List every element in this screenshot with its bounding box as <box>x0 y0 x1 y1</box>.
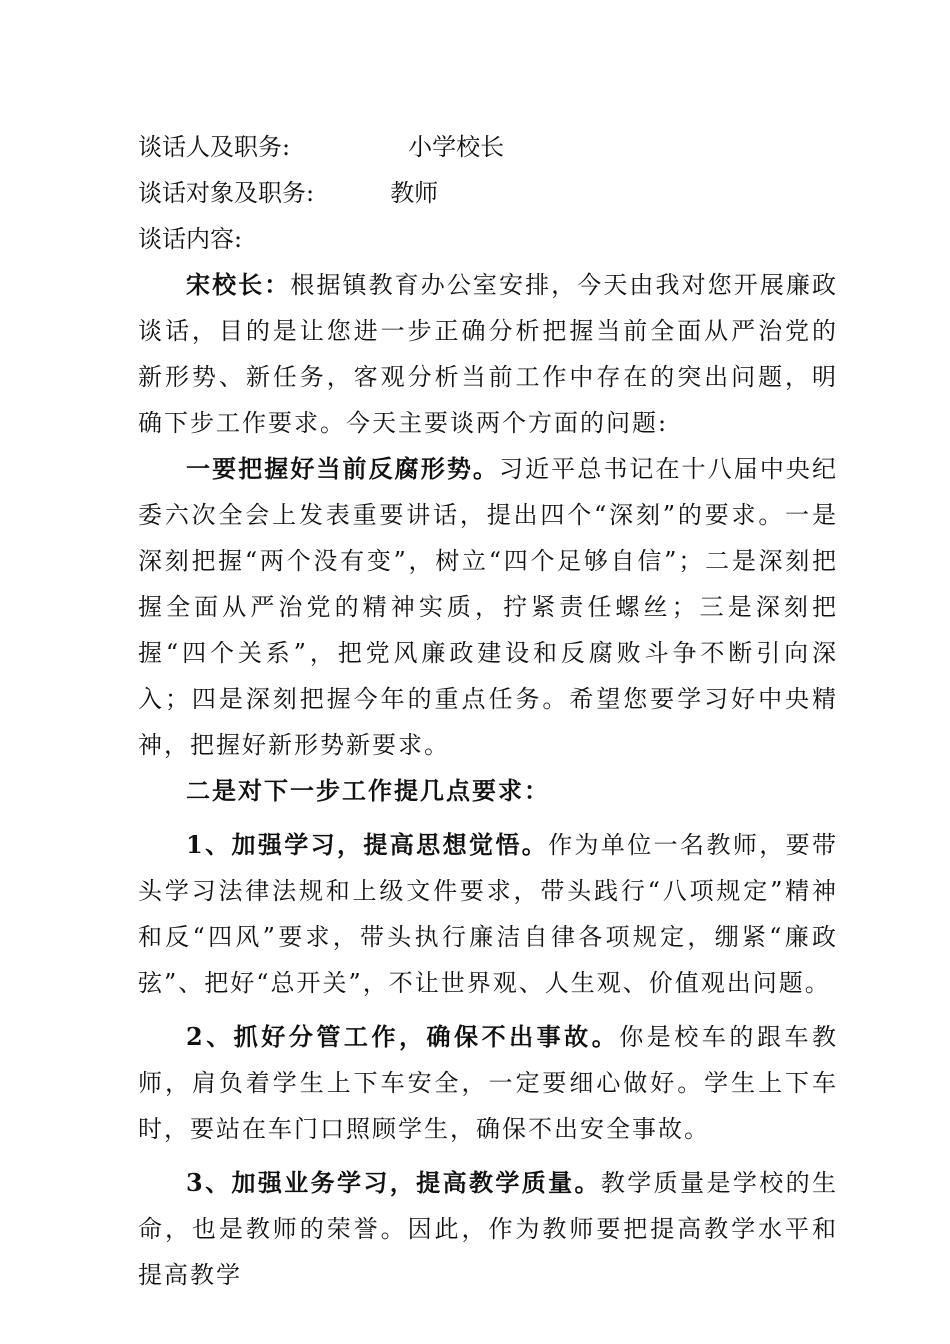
speaker-line <box>138 124 838 170</box>
item-2-paragraph <box>138 1014 838 1152</box>
section2-heading: 二是对下一步工作提几点要求： <box>186 776 550 805</box>
content-label: 谈话内容: <box>138 225 243 253</box>
intro-lead: 宋校长： <box>186 270 291 299</box>
item-3-text: 教学质量是学校的生命，也是教师的荣誉。因此，作为教师要把提高教学水平和提高教学 <box>138 1169 839 1289</box>
item-1-lead: 1、加强学习，提高思想觉悟。 <box>186 830 549 859</box>
target-label: 谈话对象及职务: <box>138 179 315 207</box>
item-1-text: 作为单位一名教师，要带头学习法律法规和上级文件要求，带头践行“八项规定”精神和反“四风”要求，带头执行廉洁自律各项规定，绷紧“廉政弦”、把好“总开关”，不让世界观、人生观、价值观出问题。 <box>138 831 838 997</box>
section1-lead: 一要把握好当前反腐形势。 <box>186 454 499 483</box>
intro-text: 根据镇教育办公室安排，今天由我对您开展廉政谈话，目的是让您进一步正确分析把握当前全面从严治党的新形势、新任务，客观分析当前工作中存在的突出问题，明确下步工作要求。今天主要谈两个方面的问题: <box>138 271 839 437</box>
speaker-value: 小学校长 <box>408 133 505 161</box>
item-2-lead: 2、抓好分管工作，确保不出事故。 <box>186 1022 620 1051</box>
item-3-lead: 3、加强业务学习，提高教学质量。 <box>186 1168 601 1197</box>
section1-text: 习近平总书记在十八届中央纪委六次全会上发表重要讲话，提出四个“深刻”的要求。一是深刻把握“两个没有变”，树立“四个足够自信”；二是深刻把握全面从严治党的精神实质，拧紧责任螺丝；三是深刻把握“四个关系”，把党风廉政建设和反腐败斗争不断引向深入；四是深刻把握今年的重点任务。希望您要学习好中央精神，把握好新形势新要求。 <box>138 455 838 759</box>
item-1-paragraph <box>138 822 838 1006</box>
content-line <box>138 216 838 262</box>
item-2-text: 你是校车的跟车教师，肩负着学生上下车安全，一定要细心做好。学生上下车时，要站在车门口照顾学生，确保不出安全事故。 <box>138 1023 839 1143</box>
target-value: 教师 <box>390 179 439 207</box>
speaker-label: 谈话人及职务: <box>138 133 291 161</box>
target-line <box>138 170 838 216</box>
intro-paragraph <box>138 262 838 446</box>
item-3-paragraph <box>138 1160 838 1298</box>
document-body <box>138 124 838 1298</box>
section1-paragraph <box>138 446 838 768</box>
